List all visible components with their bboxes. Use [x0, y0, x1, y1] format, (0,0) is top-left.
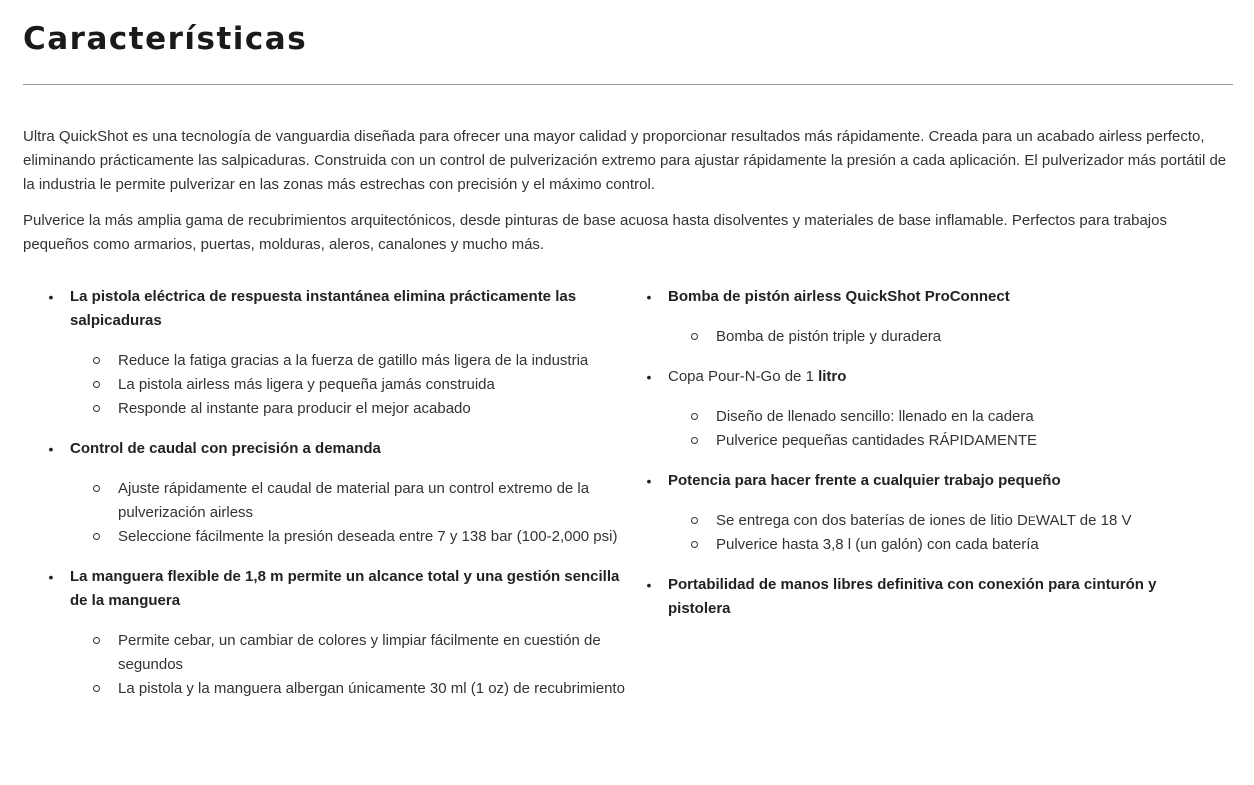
feature-item	[621, 469, 1181, 557]
features-section	[23, 0, 1233, 785]
feature-title: Potencia para hacer frente a cualquier trabajo pequeño	[668, 472, 1061, 489]
bullet-icon: •	[646, 473, 652, 489]
feature-title: Copa Pour-N-Go de 1 litro	[668, 368, 847, 385]
feature-sublist	[668, 509, 1181, 557]
circle-bullet-icon	[93, 685, 100, 692]
feature-item	[23, 437, 625, 549]
circle-bullet-icon	[691, 413, 698, 420]
circle-bullet-icon	[691, 517, 698, 524]
feature-sublist	[70, 477, 625, 549]
feature-title: Control de caudal con precisión a demanda	[70, 440, 381, 457]
feature-subitem: Reduce la fatiga gracias a la fuerza de gatillo más ligera de la industria	[70, 349, 625, 373]
bullet-icon: •	[48, 289, 54, 305]
bullet-icon: •	[646, 577, 652, 593]
feature-subitem: Pulverice hasta 3,8 l (un galón) con cada batería	[668, 533, 1181, 557]
circle-bullet-icon	[691, 541, 698, 548]
feature-sublist	[668, 405, 1181, 453]
feature-column-left	[23, 285, 625, 701]
bullet-icon: •	[48, 569, 54, 585]
feature-column-right	[621, 285, 1181, 621]
feature-subitem: Diseño de llenado sencillo: llenado en la cadera	[668, 405, 1181, 429]
feature-subitem: Permite cebar, un cambiar de colores y limpiar fácilmente en cuestión de segundos	[70, 629, 625, 677]
feature-title: La manguera flexible de 1,8 m permite un alcance total y una gestión sencilla de la manguera	[70, 568, 620, 609]
feature-columns	[23, 285, 1233, 785]
page-title: Características	[23, 21, 308, 57]
feature-list-right	[621, 285, 1181, 621]
feature-item	[23, 565, 625, 701]
feature-sublist	[70, 629, 625, 701]
circle-bullet-icon	[691, 437, 698, 444]
feature-subitem: La pistola airless más ligera y pequeña jamás construida	[70, 373, 625, 397]
feature-title: Portabilidad de manos libres definitiva con conexión para cinturón y pistolera	[668, 576, 1157, 617]
feature-subitem: La pistola y la manguera albergan únicamente 30 ml (1 oz) de recubrimiento	[70, 677, 625, 701]
heading-divider	[23, 84, 1233, 85]
circle-bullet-icon	[691, 333, 698, 340]
feature-list-left	[23, 285, 625, 701]
circle-bullet-icon	[93, 357, 100, 364]
feature-subitem: Ajuste rápidamente el caudal de material para un control extremo de la pulverización airless	[70, 477, 625, 525]
intro-paragraph-1: Ultra QuickShot es una tecnología de vanguardia diseñada para ofrecer una mayor calidad y proporcionar resultados más rápidamente. Creada para un acabado airless perfecto, eliminando prácticamente las salpicaduras. Construida con un control de pulverización extremo para ajustar rápidamente la presión a cada aplicación. El pulverizador más portátil de la industria le permite pulverizar en las zonas más estrechas con precisión y el máximo control.	[23, 128, 1227, 193]
feature-item	[23, 285, 625, 421]
intro-text	[23, 125, 1233, 257]
bullet-icon: •	[646, 289, 652, 305]
circle-bullet-icon	[93, 405, 100, 412]
feature-subitem: Responde al instante para producir el mejor acabado	[70, 397, 625, 421]
circle-bullet-icon	[93, 485, 100, 492]
bullet-icon: •	[646, 369, 652, 385]
feature-subitem: Pulverice pequeñas cantidades RÁPIDAMENTE	[668, 429, 1181, 453]
feature-subitem: Bomba de pistón triple y duradera	[668, 325, 1181, 349]
circle-bullet-icon	[93, 637, 100, 644]
feature-subitem: Se entrega con dos baterías de iones de litio DEWALT de 18 V	[668, 509, 1181, 533]
feature-item	[621, 573, 1181, 621]
feature-sublist	[70, 349, 625, 421]
feature-item	[621, 365, 1181, 453]
feature-subitem: Seleccione fácilmente la presión deseada entre 7 y 138 bar (100-2,000 psi)	[70, 525, 625, 549]
feature-title: La pistola eléctrica de respuesta instantánea elimina prácticamente las salpicaduras	[70, 288, 577, 329]
feature-title: Bomba de pistón airless QuickShot ProConnect	[668, 288, 1010, 305]
bullet-icon: •	[48, 441, 54, 457]
circle-bullet-icon	[93, 381, 100, 388]
intro-paragraph-2: Pulverice la más amplia gama de recubrimientos arquitectónicos, desde pinturas de base acuosa hasta disolventes y materiales de base inflamable. Perfectos para trabajos pequeños como armarios, puertas, molduras, aleros, canalones y mucho más.	[23, 212, 1167, 253]
feature-sublist	[668, 325, 1181, 349]
circle-bullet-icon	[93, 533, 100, 540]
feature-item	[621, 285, 1181, 349]
